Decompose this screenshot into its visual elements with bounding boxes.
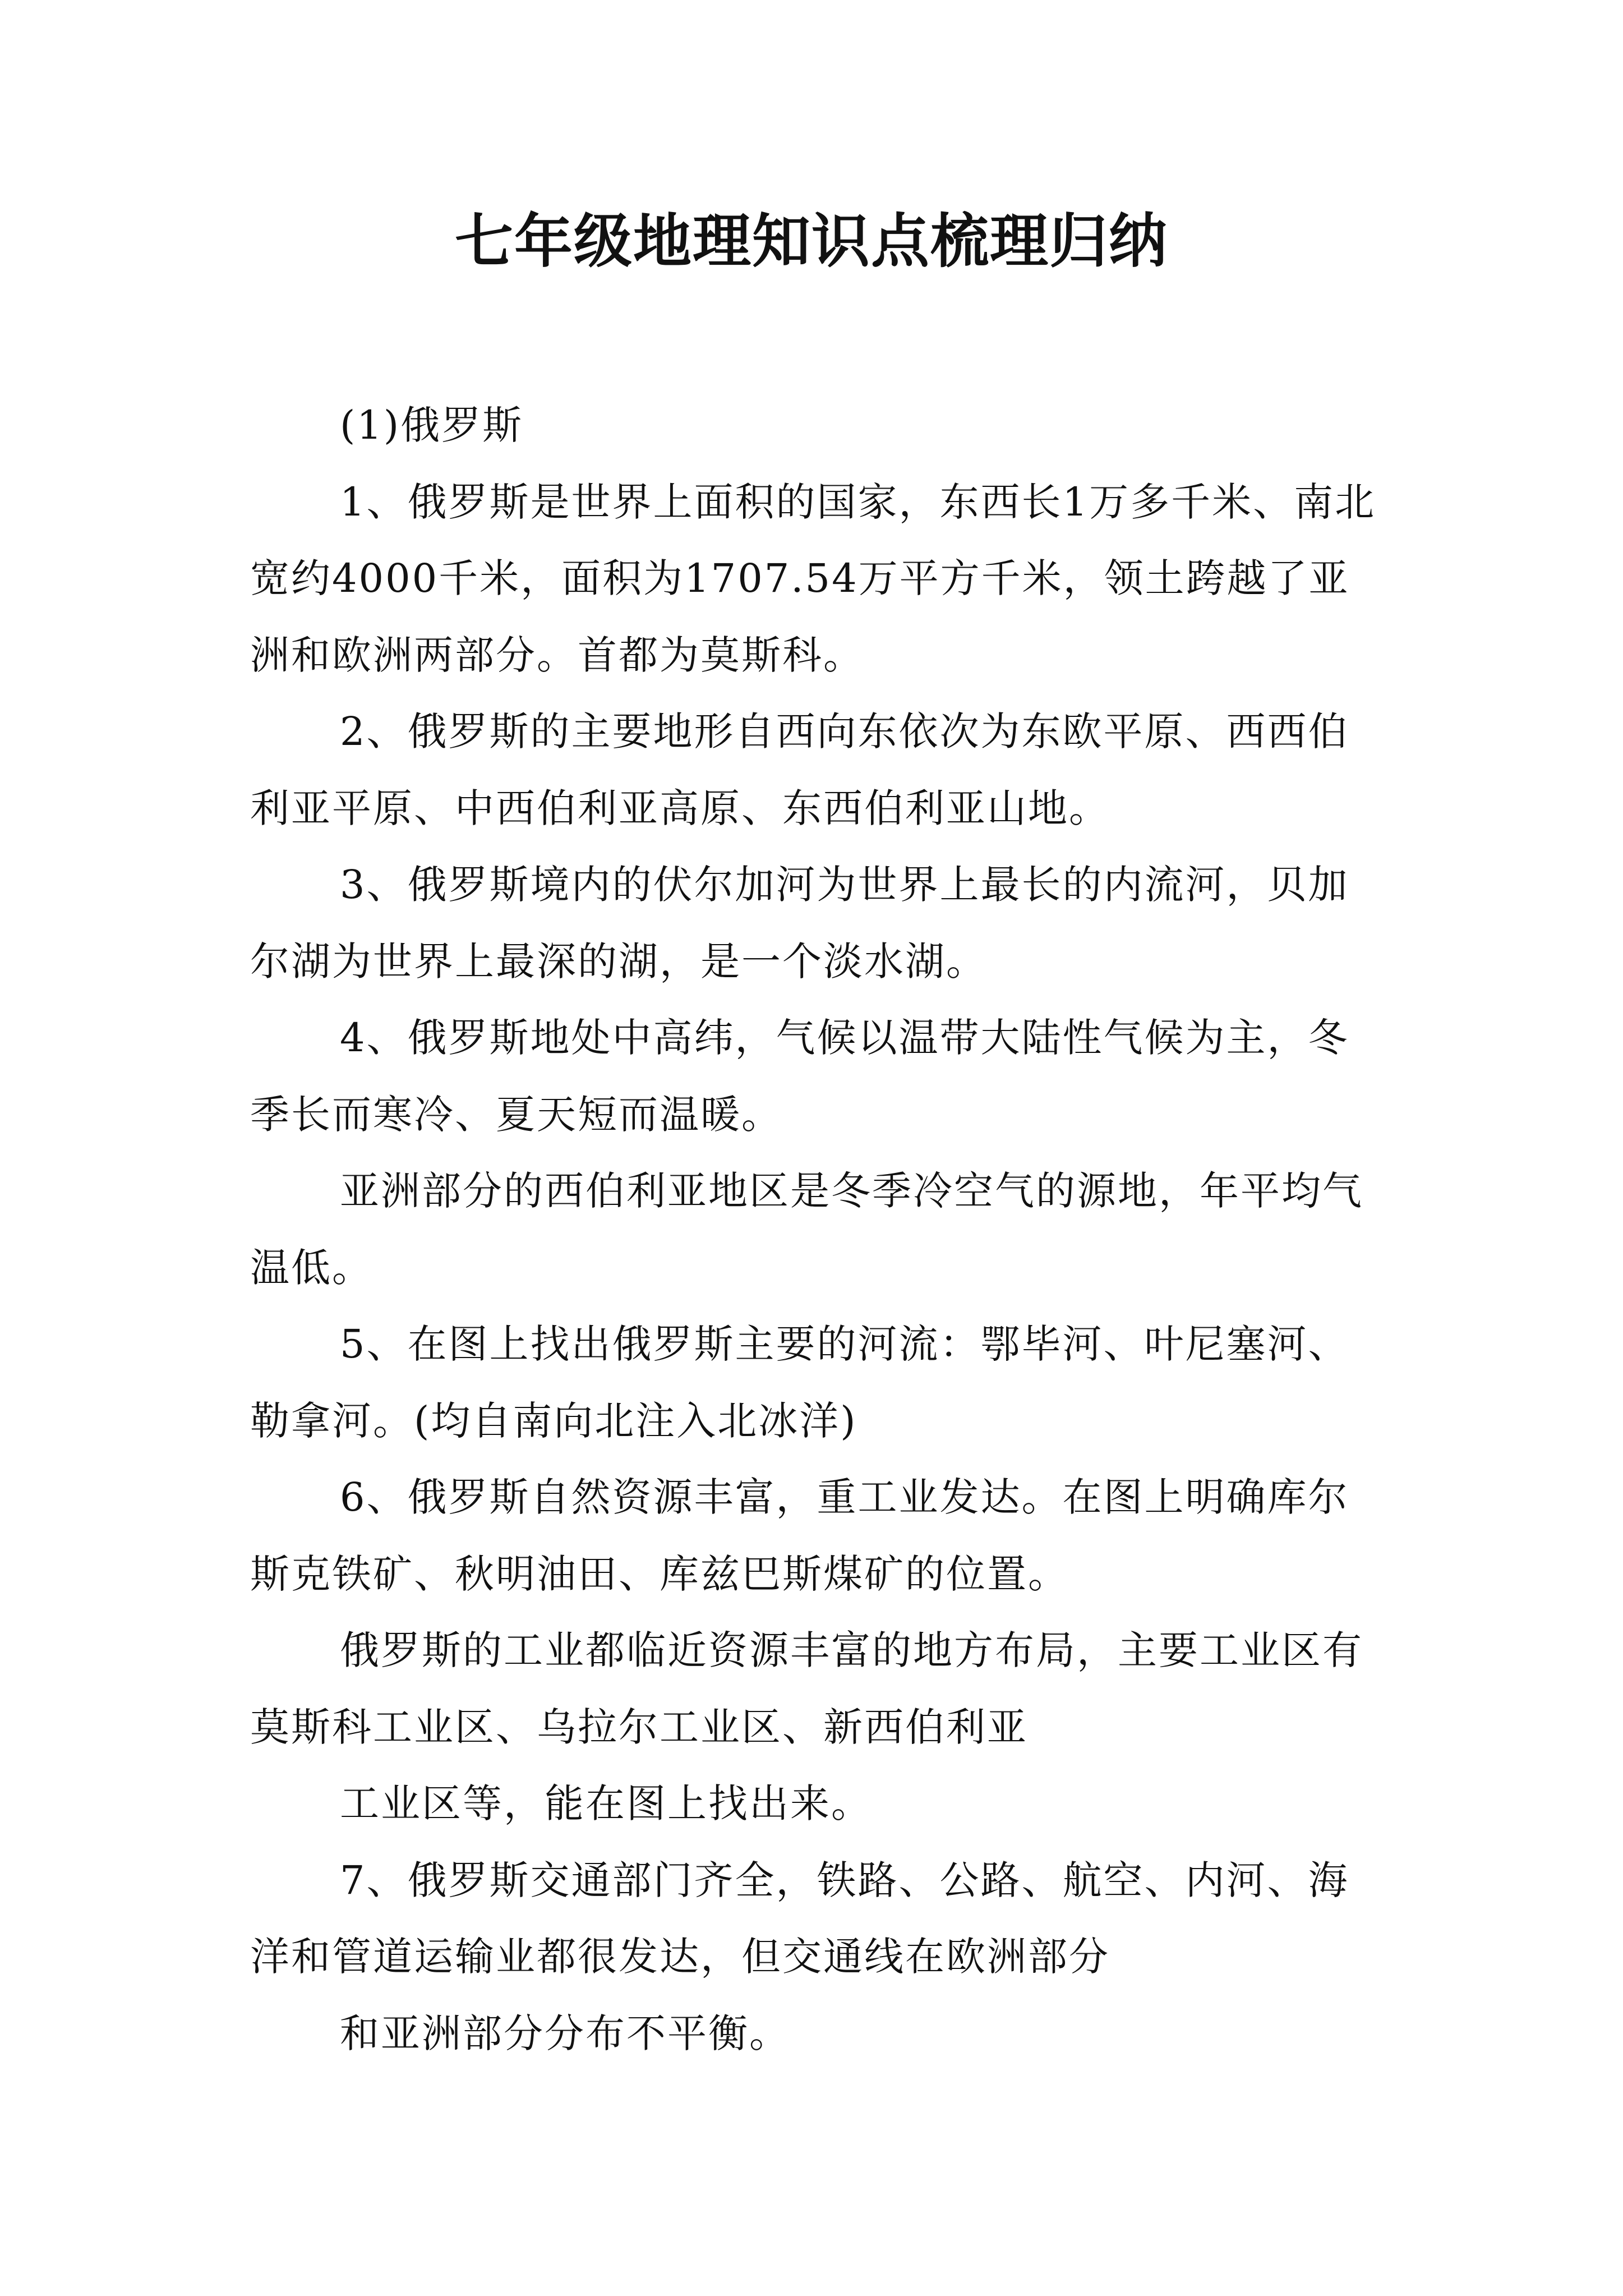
paragraph-5: 5、在图上找出俄罗斯主要的河流：鄂毕河、叶尼塞河、勒拿河。(均自南向北注入北冰洋) xyxy=(250,1321,1349,1444)
document-title: 七年级地理知识点梳理归纳 xyxy=(454,207,1168,275)
paragraph-6-continued: 俄罗斯的工业都临近资源丰富的地方布局，主要工业区有莫斯科工业区、乌拉尔工业区、新西伯利亚 xyxy=(250,1627,1363,1750)
paragraph-4-continued: 亚洲部分的西伯利亚地区是冬季冷空气的源地，年平均气温低。 xyxy=(250,1168,1363,1291)
section-heading: (1)俄罗斯 xyxy=(340,402,524,448)
paragraph-6-tail: 工业区等，能在图上找出来。 xyxy=(340,1780,872,1826)
document-body xyxy=(250,387,1389,2072)
paragraph-4: 4、俄罗斯地处中高纬，气候以温带大陆性气候为主，冬季长而寒冷、夏天短而温暖。 xyxy=(250,1015,1349,1138)
paragraph-6: 6、俄罗斯自然资源丰富，重工业发达。在图上明确库尔斯克铁矿、秋明油田、库兹巴斯煤矿的位置。 xyxy=(250,1474,1349,1597)
paragraph-1: 1、俄罗斯是世界上面积的国家，东西长1万多千米、南北宽约4000千米，面积为1707.54万平方千米，领土跨越了亚洲和欧洲两部分。首都为莫斯科。 xyxy=(250,478,1376,678)
paragraph-3: 3、俄罗斯境内的伏尔加河为世界上最长的内流河，贝加尔湖为世界上最深的湖，是一个淡水湖。 xyxy=(250,862,1349,984)
paragraph-2: 2、俄罗斯的主要地形自西向东依次为东欧平原、西西伯利亚平原、中西伯利亚高原、东西伯利亚山地。 xyxy=(250,708,1349,831)
paragraph-7: 7、俄罗斯交通部门齐全，铁路、公路、航空、内河、海洋和管道运输业都很发达，但交通线在欧洲部分 xyxy=(250,1857,1349,1980)
paragraph-7-tail: 和亚洲部分分布不平衡。 xyxy=(340,2010,790,2056)
